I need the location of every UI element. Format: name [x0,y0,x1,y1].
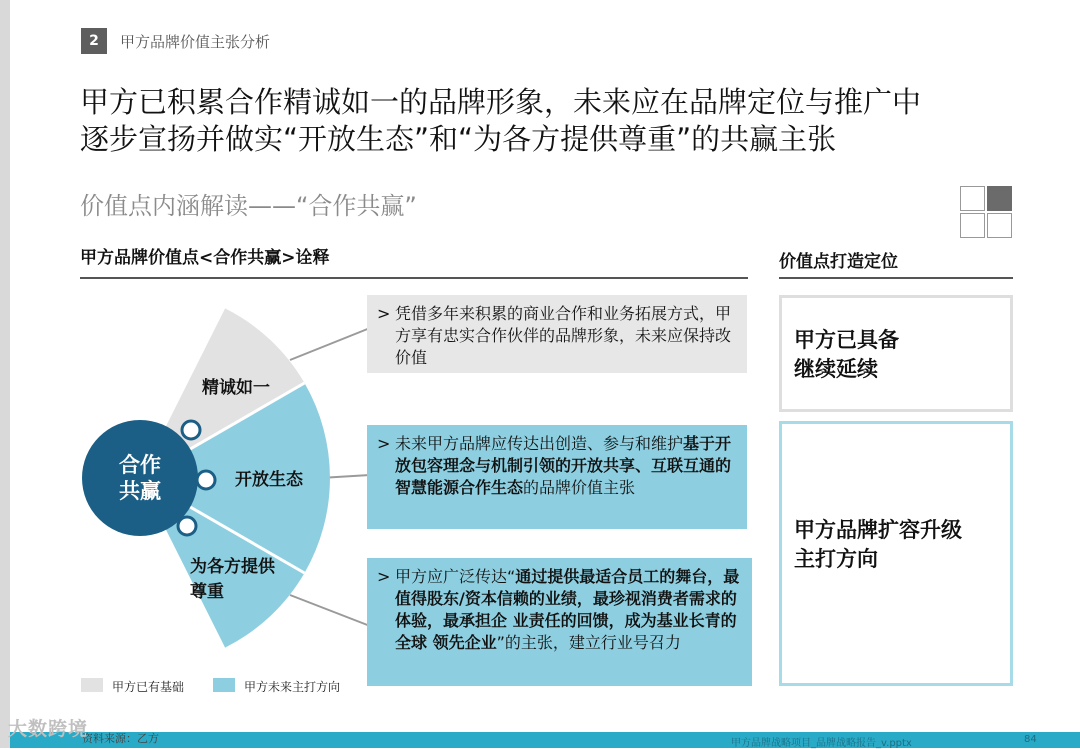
node-dot-3 [178,517,196,535]
left-column-header: 甲方品牌价值点<合作共赢>诠释 [80,248,330,268]
text-box-3 [367,558,752,686]
legend-label-blue: 甲方未来主打方向 [244,680,341,694]
positioning-2-line-1: 甲方品牌扩容升级 [794,518,962,542]
chevron-icon: > [377,567,391,586]
footer-file-name: 甲方品牌战略项目_品牌战略报告_v.pptx [731,738,912,749]
node-dot-1 [182,421,200,439]
positioning-2-line-2: 主打方向 [794,547,878,571]
segment-label-2: 开放生态 [235,470,303,490]
value-fan-diagram [60,290,380,680]
headline-line-1: 甲方已积累合作精诚如一的品牌形象，未来应在品牌定位与推广中 [80,85,922,119]
text-box-3-bold: 通过提供最适合员工的舞台，最值得股东/资本信赖的业绩，最珍视消费者需求的体验，最承担企 业责任的回馈，成为基业长青的全球 领先企业 [395,567,740,652]
watermark-logo: 大数跨境 [8,718,89,740]
segment-label-3b: 尊重 [190,582,224,602]
text-box-2-bold: 基于开放包容理念与机制引领的开放共享、互联互通的智慧能源合作生态 [395,434,732,497]
positioning-1-line-2: 继续延续 [794,357,878,381]
connector-line-3 [290,595,370,626]
legend-swatch-gray [81,678,103,692]
text-box-1 [367,295,747,373]
segment-label-3a: 为各方提供 [190,557,275,577]
node-dot-2 [197,471,215,489]
text-box-2-plain-end: 的品牌价值主张 [523,478,636,497]
text-box-2-plain-start: 未来甲方品牌应传达出创造、参与和维护 [395,434,684,453]
legend-swatch-blue [213,678,235,692]
footer-page-number: 84 [1024,734,1037,745]
sub-heading: 价值点内涵解读——“合作共赢” [80,192,417,220]
section-title: 甲方品牌价值主张分析 [120,33,271,51]
positioning-1-line-1: 甲方已具备 [794,328,899,352]
center-label-line-2: 共赢 [119,479,161,503]
segment-label-1: 精诚如一 [202,378,270,398]
right-header-rule [779,277,1013,279]
section-number-badge: 2 [81,28,107,54]
left-accent-bar [0,0,10,748]
chevron-icon: > [377,434,391,453]
center-label-line-1: 合作 [119,453,161,477]
headline-line-2: 逐步宣扬并做实“开放生态”和“为各方提供尊重”的共赢主张 [80,122,837,156]
legend-label-gray: 甲方已有基础 [112,680,185,694]
right-column-header: 价值点打造定位 [779,252,898,272]
connector-line-1 [290,328,370,360]
text-box-3-plain-start: 甲方应广泛传达“ [395,567,516,586]
text-box-3-plain-end: ”的主张，建立行业号召力 [496,633,681,652]
chevron-icon: > [377,304,391,323]
slide-headline [80,84,1020,158]
text-box-2 [367,425,747,529]
positioning-box-1 [779,295,1013,412]
source-note: 资料来源：乙方 [82,732,159,745]
left-header-rule [80,277,748,279]
grid-quadrant-icon [960,186,1012,238]
positioning-box-2 [779,421,1013,686]
text-box-1-body: 凭借多年来积累的商业合作和业务拓展方式，甲方享有忠实合作伙伴的品牌形象，未来应保持改价值 [395,304,732,367]
bottom-strip [10,732,1080,748]
